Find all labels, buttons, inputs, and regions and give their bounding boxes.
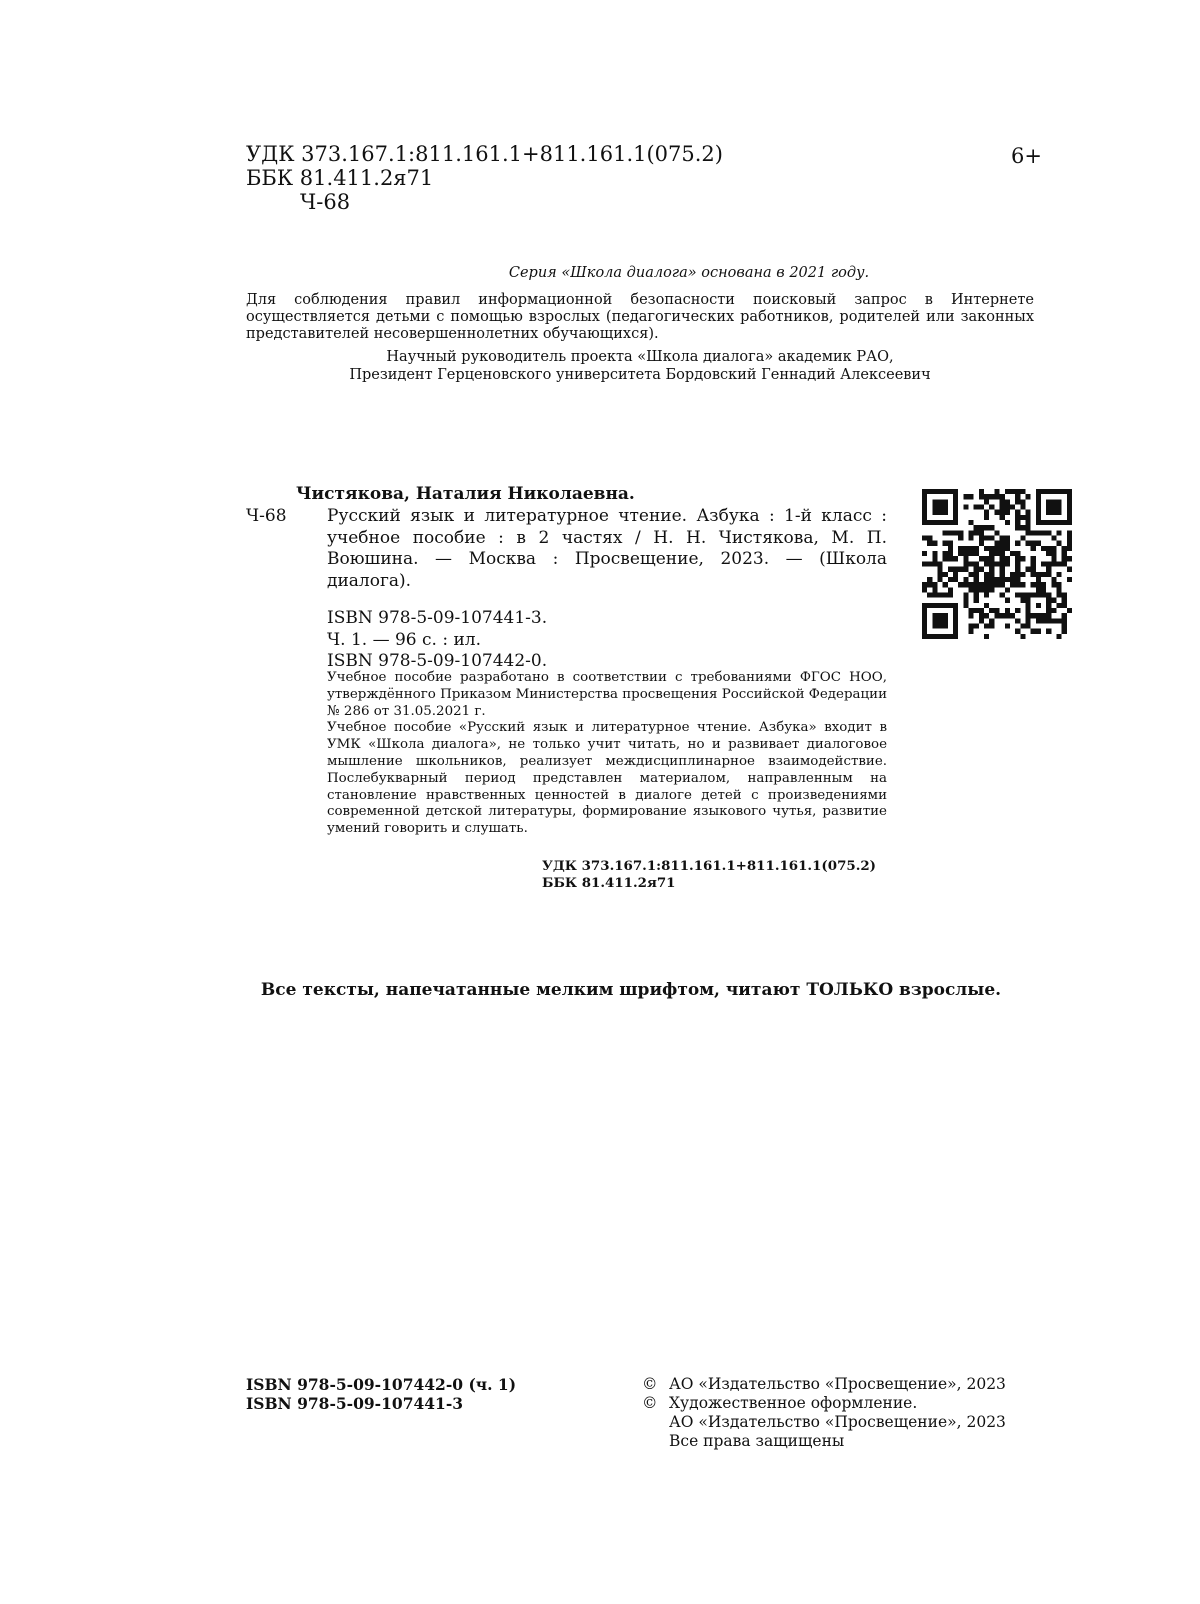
catalog-author: Чистякова, Наталия Николаевна. (296, 484, 635, 504)
catalog-title: Русский язык и литературное чтение. Азбука : 1-й класс : учебное пособие : в 2 частях / Н. Н. Чистякова, М. П. Воюшина. — Москва : Просвещение, 2023. — (Школа диалога). (327, 506, 887, 591)
copyright-block (642, 1375, 1006, 1451)
safety-notice: Для соблюдения правил информационной безопасности поисковый запрос в Интернете осуществляется детьми с помощью взрослых (педагогических работников, родителей или законных представителей несовершеннолетних обучающихся). (246, 292, 1034, 342)
copyright-symbol-2: © (642, 1394, 658, 1412)
catalog-code: Ч-68 (246, 506, 287, 526)
supervisor-line-2: Президент Герценовского университета Бордовский Геннадий Алексеевич (349, 367, 931, 383)
catalog-udk: УДК 373.167.1:811.161.1+811.161.1(075.2) (542, 858, 877, 874)
supervisor-line-1: Научный руководитель проекта «Школа диалога» академик РАО, (386, 349, 894, 365)
copyright-line-1: АО «Издательство «Просвещение», 2023 (669, 1375, 1006, 1393)
udk-header: УДК 373.167.1:811.161.1+811.161.1(075.2) (246, 142, 723, 166)
supervisor-block (246, 348, 1034, 384)
annotation-paragraph-2: Учебное пособие «Русский язык и литературное чтение. Азбука» входит в УМК «Школа диалога», не только учит читать, но и развивает диалоговое мышление школьников, реализует междисциплинарное взаимодействие. Послебукварный период представлен материалом, направленным на становление нравственных ценностей в диалоге детей с произведениями современной детской литературы, формирование языкового чутья, развитие умений говорить и слушать. (327, 720, 887, 837)
isbn-bottom-line-1: ISBN 978-5-09-107442-0 (ч. 1) (246, 1375, 517, 1394)
copyright-line-2: Художественное оформление. (669, 1394, 918, 1412)
copyright-line-3: АО «Издательство «Просвещение», 2023 (669, 1413, 1006, 1431)
bbk-header: ББК 81.411.2я71 (246, 166, 434, 190)
isbn-bottom-line-2: ISBN 978-5-09-107441-3 (246, 1394, 464, 1413)
catalog-part: Ч. 1. — 96 с. : ил. (327, 629, 482, 650)
isbn-bottom (246, 1375, 516, 1413)
qr-code-icon (922, 489, 1072, 639)
catalog-annotation (327, 670, 887, 838)
adult-reading-warning: Все тексты, напечатанные мелким шрифтом, читают ТОЛЬКО взрослые. (260, 980, 1002, 1000)
catalog-isbn-block (327, 608, 547, 673)
copyright-symbol-1: © (642, 1375, 658, 1393)
copyright-line-4: Все права защищены (669, 1432, 845, 1450)
catalog-codes (542, 858, 876, 892)
age-rating: 6+ (1011, 144, 1042, 168)
catalog-isbn-part: ISBN 978-5-09-107442-0. (327, 651, 548, 671)
catalog-bbk: ББК 81.411.2я71 (542, 875, 676, 891)
code-header: Ч-68 (300, 190, 351, 214)
annotation-paragraph-1: Учебное пособие разработано в соответствии с требованиями ФГОС НОО, утверждённого Приказом Министерства просвещения Российской Федерации № 286 от 31.05.2021 г. (327, 670, 887, 719)
catalog-isbn-full: ISBN 978-5-09-107441-3. (327, 608, 548, 628)
series-note: Серия «Школа диалога» основана в 2021 году. (508, 265, 870, 281)
